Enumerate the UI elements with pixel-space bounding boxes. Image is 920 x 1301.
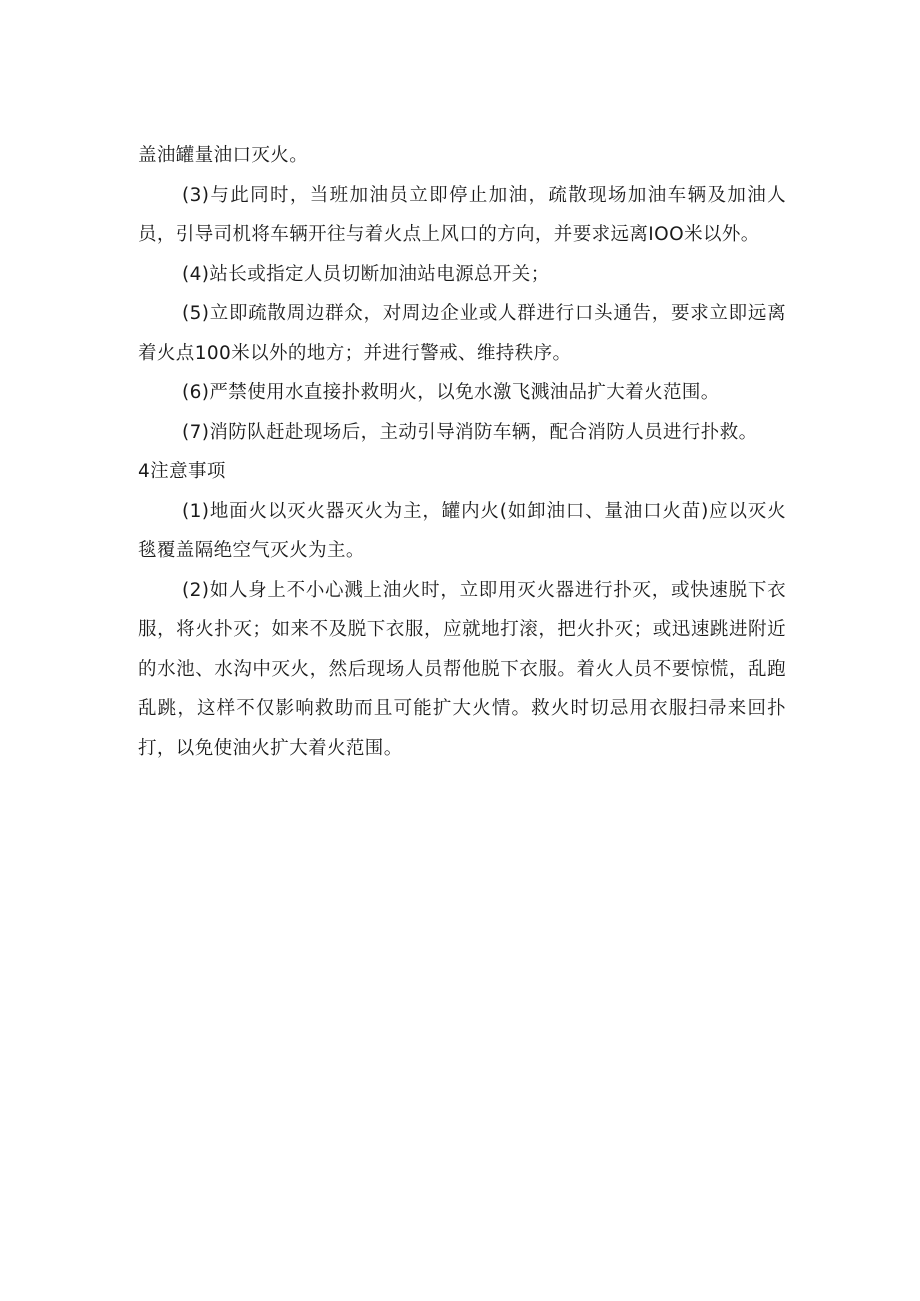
paragraph-item-4: (4)站长或指定人员切断加油站电源总开关； — [182, 263, 550, 285]
paragraph-item-6: (6)严禁使用水直接扑救明火，以免水激飞溅油品扩大着火范围。 — [182, 382, 720, 403]
paragraph-note-2: (2)如人身上不小心溅上油火时，立即用灭火器进行扑灭，或快速脱下衣服，将火扑灭；如来不及脱下衣服，应就地打滚，把火扑灭；或迅速跳进附近的水池、水沟中灭火，然后现场人员帮他脱下衣服。着火人员不要惊慌，乱跑乱跳，这样不仅影响救助而且可能扩大火情。救火时切忌用衣服扫帚来回扑打，以免使油火扩大着火范围。 — [138, 579, 786, 759]
paragraph-item-5: (5)立即疏散周边群众，对周边企业或人群进行口头通告，要求立即远离着火点100米以外的地方；并进行警戒、维持秩序。 — [138, 303, 786, 364]
paragraph-continuation: 盖油罐量油口灭火。 — [138, 145, 309, 166]
paragraph-note-1: (1)地面火以灭火器灭火为主，罐内火(如卸油口、量油口火苗)应以灭火毯覆盖隔绝空气灭火为主。 — [138, 500, 786, 561]
section-heading: 4注意事项 — [138, 461, 226, 482]
document-body — [138, 136, 786, 768]
paragraph-item-7: (7)消防队赶赴现场后，主动引导消防车辆，配合消防人员进行扑救。 — [182, 421, 758, 443]
paragraph-item-3: (3)与此同时，当班加油员立即停止加油，疏散现场加油车辆及加油人员，引导司机将车辆开往与着火点上风口的方向，并要求远离IOO米以外。 — [138, 184, 786, 245]
